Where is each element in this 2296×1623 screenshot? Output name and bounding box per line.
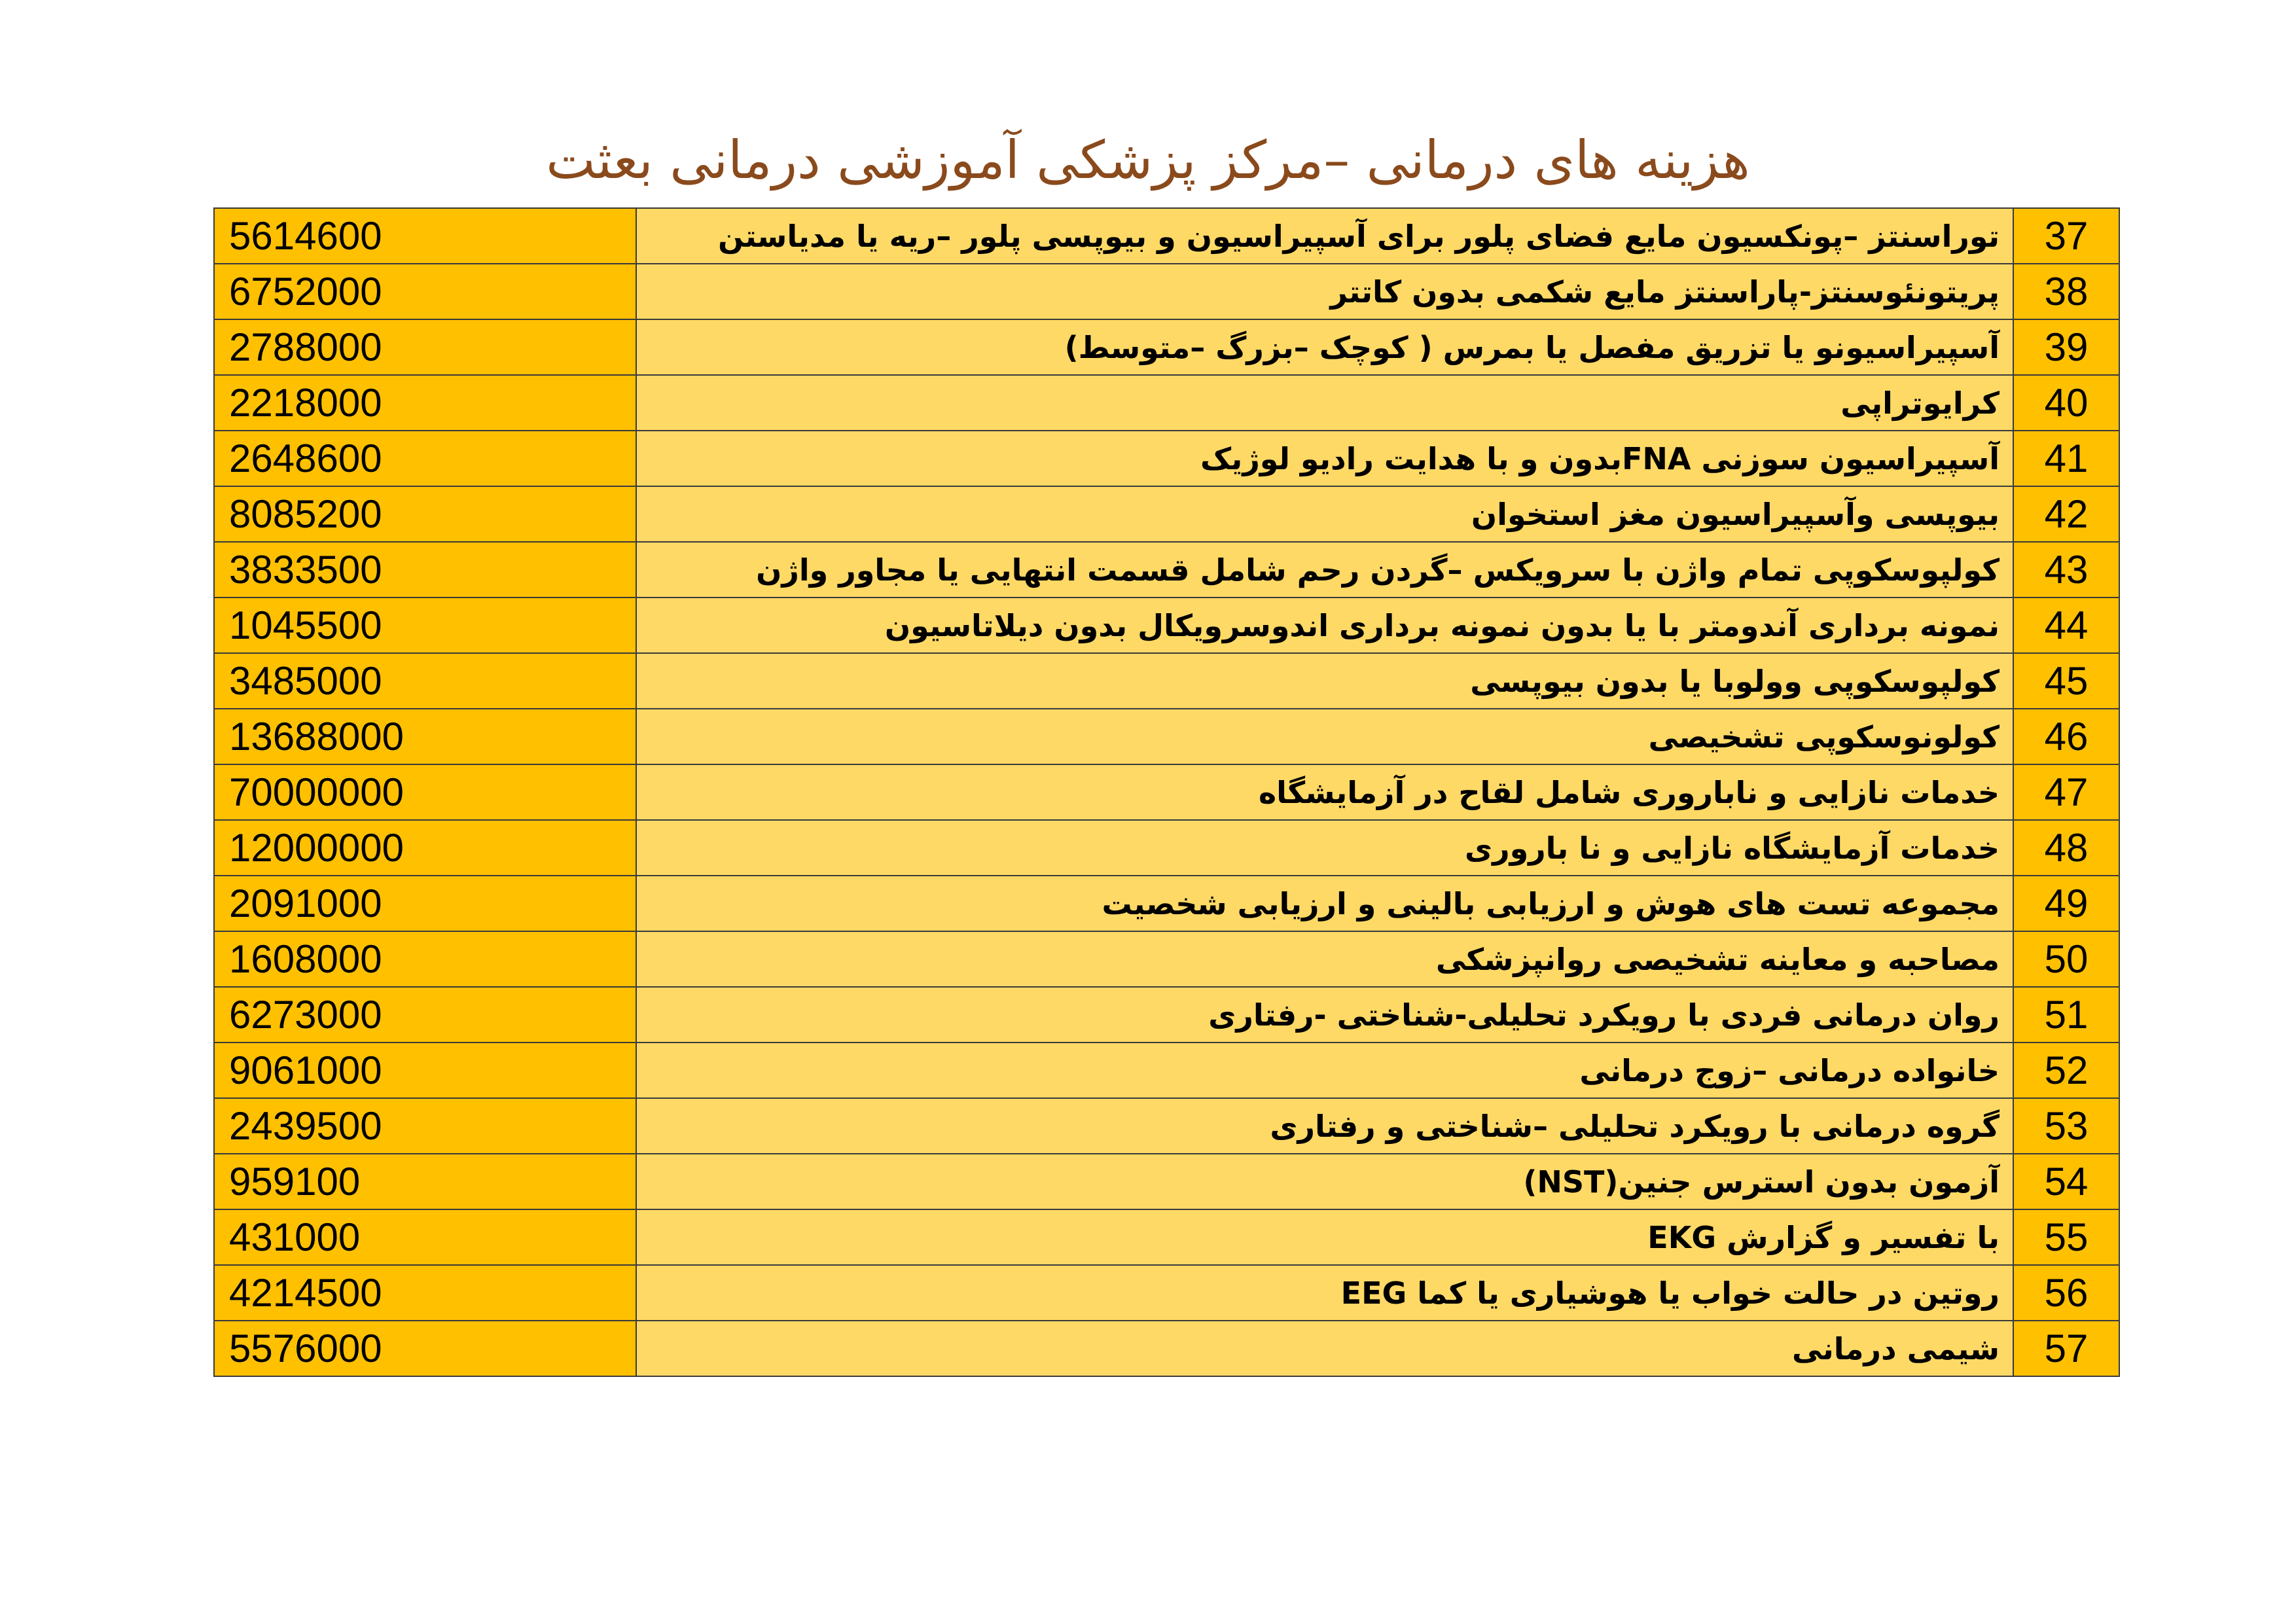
table-row [214, 653, 2119, 709]
table-row [214, 876, 2119, 931]
table-row [214, 987, 2119, 1043]
table-row [214, 931, 2119, 987]
service-description-cell: کولپوسکوپی تمام واژن با سرویکس –گردن رحم شامل قسمت انتهایی یا مجاور واژن [636, 542, 2013, 597]
price-cell: 959100 [214, 1154, 636, 1209]
table-row [214, 486, 2119, 542]
table-row [214, 764, 2119, 820]
price-cell: 3485000 [214, 653, 636, 709]
service-description-cell: خدمات آزمایشگاه نازایی و نا باروری [636, 820, 2013, 876]
service-description-cell: آزمون بدون استرس جنین(NST) [636, 1154, 2013, 1209]
row-number-cell: 40 [2013, 375, 2119, 431]
price-cell: 5576000 [214, 1321, 636, 1376]
price-cell: 9061000 [214, 1043, 636, 1098]
service-description-cell: کولونوسکوپی تشخیصی [636, 709, 2013, 764]
table-body [214, 208, 2119, 1376]
table-row [214, 1321, 2119, 1376]
price-cell: 3833500 [214, 542, 636, 597]
row-number-cell: 56 [2013, 1265, 2119, 1321]
price-cell: 4214500 [214, 1265, 636, 1321]
table-row [214, 208, 2119, 264]
service-description-cell: خانواده درمانی –زوج درمانی [636, 1043, 2013, 1098]
table-row [214, 1043, 2119, 1098]
service-description-cell: گروه درمانی با رویکرد تحلیلی –شناختی و رفتاری [636, 1098, 2013, 1154]
service-description-cell: خدمات نازایی و ناباروری شامل لقاح در آزمایشگاه [636, 764, 2013, 820]
price-cell: 2439500 [214, 1098, 636, 1154]
row-number-cell: 41 [2013, 431, 2119, 486]
table-row [214, 1098, 2119, 1154]
table-row [214, 1154, 2119, 1209]
price-cell: 6752000 [214, 264, 636, 319]
row-number-cell: 46 [2013, 709, 2119, 764]
service-description-cell: مجموعه تست های هوش و ارزیابی بالینی و ارزیابی شخصیت [636, 876, 2013, 931]
row-number-cell: 43 [2013, 542, 2119, 597]
price-cell: 1045500 [214, 597, 636, 653]
service-description-cell: نمونه برداری آندومتر با یا بدون نمونه برداری اندوسرویکال بدون دیلاتاسیون [636, 597, 2013, 653]
table-row [214, 542, 2119, 597]
table-row [214, 820, 2119, 876]
row-number-cell: 53 [2013, 1098, 2119, 1154]
service-description-cell: کولپوسکوپی وولوبا یا بدون بیوپسی [636, 653, 2013, 709]
row-number-cell: 38 [2013, 264, 2119, 319]
row-number-cell: 54 [2013, 1154, 2119, 1209]
row-number-cell: 45 [2013, 653, 2119, 709]
table-row [214, 709, 2119, 764]
service-description-cell: کرایوتراپی [636, 375, 2013, 431]
row-number-cell: 42 [2013, 486, 2119, 542]
table-row [214, 375, 2119, 431]
row-number-cell: 55 [2013, 1209, 2119, 1265]
price-cell: 2648600 [214, 431, 636, 486]
service-description-cell: پریتونئوسنتز-پاراسنتز مایع شکمی بدون کاتتر [636, 264, 2013, 319]
service-description-cell: بیوپسی وآسپیراسیون مغز استخوان [636, 486, 2013, 542]
table-row [214, 264, 2119, 319]
service-description-cell: آسپیراسیونو یا تزریق مفصل یا بمرس ( کوچک –بزرگ –متوسط) [636, 319, 2013, 375]
service-description-cell: با تفسیر و گزارش EKG [636, 1209, 2013, 1265]
service-description-cell: آسپیراسیون سوزنی FNAبدون و با هدایت رادیو لوژیک [636, 431, 2013, 486]
row-number-cell: 49 [2013, 876, 2119, 931]
service-description-cell: توراسنتز –پونکسیون مایع فضای پلور برای آسپیراسیون و بیوپسی پلور –ریه یا مدیاستن [636, 208, 2013, 264]
service-description-cell: روتین در حالت خواب یا هوشیاری یا کما EEG [636, 1265, 2013, 1321]
row-number-cell: 37 [2013, 208, 2119, 264]
price-table [213, 207, 2120, 1377]
price-cell: 8085200 [214, 486, 636, 542]
row-number-cell: 57 [2013, 1321, 2119, 1376]
table-row [214, 1265, 2119, 1321]
price-cell: 2218000 [214, 375, 636, 431]
price-cell: 2091000 [214, 876, 636, 931]
table-row [214, 319, 2119, 375]
price-cell: 431000 [214, 1209, 636, 1265]
price-cell: 12000000 [214, 820, 636, 876]
row-number-cell: 52 [2013, 1043, 2119, 1098]
table-row [214, 597, 2119, 653]
row-number-cell: 47 [2013, 764, 2119, 820]
price-cell: 2788000 [214, 319, 636, 375]
row-number-cell: 51 [2013, 987, 2119, 1043]
service-description-cell: شیمی درمانی [636, 1321, 2013, 1376]
price-cell: 70000000 [214, 764, 636, 820]
row-number-cell: 50 [2013, 931, 2119, 987]
price-cell: 5614600 [214, 208, 636, 264]
service-description-cell: روان درمانی فردی با رویکرد تحلیلی-شناختی -رفتاری [636, 987, 2013, 1043]
row-number-cell: 39 [2013, 319, 2119, 375]
page-title: هزینه های درمانی –مرکز پزشکی آموزشی درمانی بعثت [546, 130, 1750, 190]
table-row [214, 1209, 2119, 1265]
price-cell: 1608000 [214, 931, 636, 987]
service-description-cell: مصاحبه و معاینه تشخیصی روانپزشکی [636, 931, 2013, 987]
table-row [214, 431, 2119, 486]
price-cell: 6273000 [214, 987, 636, 1043]
price-cell: 13688000 [214, 709, 636, 764]
row-number-cell: 48 [2013, 820, 2119, 876]
row-number-cell: 44 [2013, 597, 2119, 653]
